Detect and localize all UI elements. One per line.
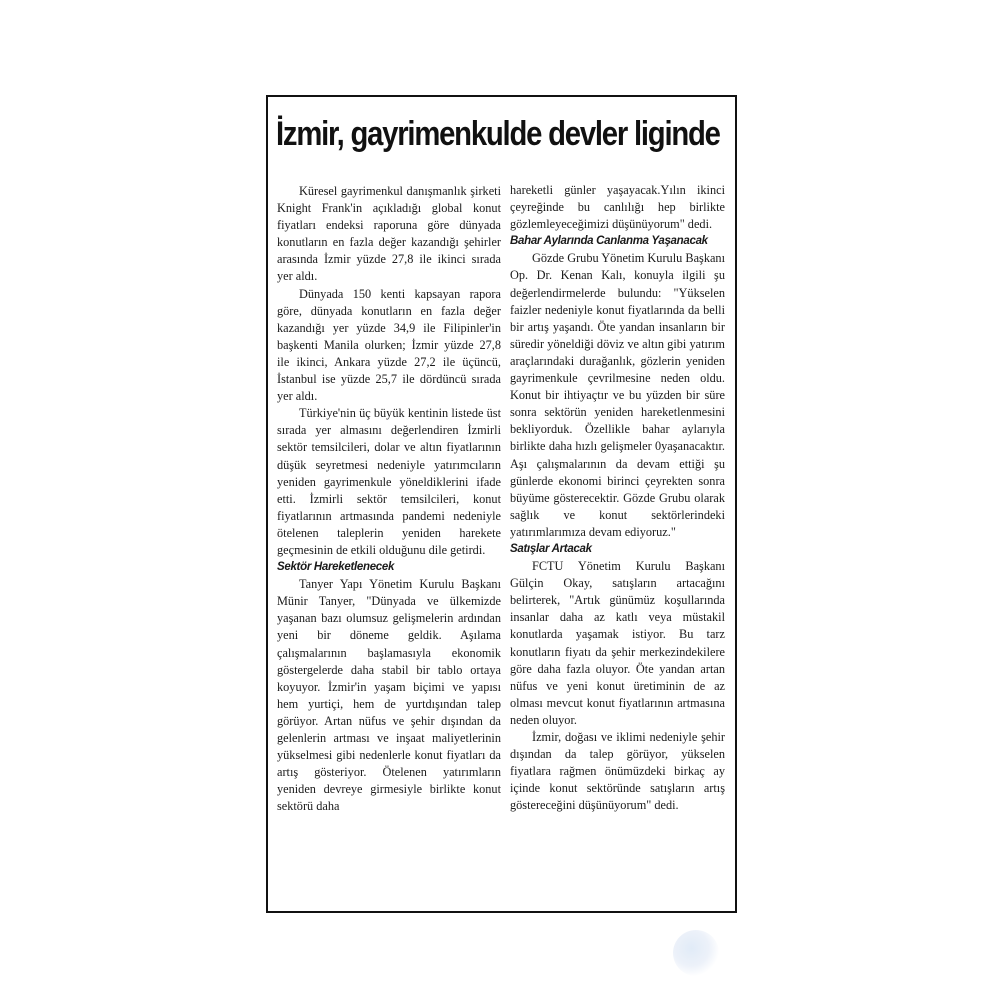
article-column-right [510,182,725,814]
paragraph: Küresel gayrimenkul danışmanlık şirketi Knight Frank'in açıkladığı global konut fiyatları endeksi raporuna göre dünyada konutların en fazla değer kazandığı şehirler arasında İzmir yüzde 27,8 ile ikinci sırada yer aldı. [277,184,501,284]
news-clipping [266,95,737,913]
paragraph: Türkiye'nin üç büyük kentinin listede üst sırada yer almasını değerlendiren İzmirli sektör temsilcileri, dolar ve altın fiyatlarının düşük seyretmesi nedeniyle yatırımcıların yeniden gayrimenkule yöneldiklerini ifade etti. İzmirli sektör temsilcileri, konut fiyatlarının artmasında pandemi nedeniyle ötelenen taleplerin yeniden hareketе geçmesinin de etkili olduğunu dile getirdi. [277,406,501,557]
paragraph: Tanyer Yapı Yönetim Kurulu Başkanı Münir Tanyer, "Dünyada ve ülkemizde yaşanan bazı olumsuz gelişmelerin ardından yeni bir döneme geldik. Aşılama çalışmalarının başlamasıyla ekonomik göstergelerde daha stabil bir tablo ortaya koyuyor. İzmir'in yaşam biçimi ve yapısı hem yurtiçi, hem de yurtdışından talep görüyor. Artan nüfus ve şehir dışından da gelenlerin artması ve inşaat maliyetlerinin yükselmesi gibi nedenlerle konut fiyatları da artış gösteriyor. Ötelenen yatırımların yeniden devreye girmesiyle birlikte konut sektörü daha [277,577,501,814]
article-column-left [277,183,501,815]
paragraph: FCTU Yönetim Kurulu Başkanı Gülçin Okay, satışların artacağını belirterek, "Artık günümüz koşullarında insanlar daha az katlı veya müstakil konutlarda yaşamak istiyor. Bu tarz konutların fiyatı da şehir merkezindekilere göre daha fazla oluyor. Öte yandan artan nüfus ve yeni konut üretiminin de az olması mevcut konut fiyatlarının artmasına neden oluyor. [510,559,725,727]
subheading: Bahar Aylarında Canlanma Yaşanacak [510,235,708,248]
paragraph: hareketli günler yaşayacak.Yılın ikinci çeyreğinde bu canlılığı hep birlikte gözlemleyeceğimizi düşünüyorum" dedi. [510,183,725,232]
headline: İzmir, gayrimenkulde devler liginde [276,115,720,153]
subheading: Sektör Hareketlenecek [277,561,395,574]
watermark-logo [673,930,719,976]
paragraph: Gözde Grubu Yönetim Kurulu Başkanı Op. Dr. Kenan Kalı, konuyla ilgili şu değerlendirmelerde bulundu: "Yükselen faizler nedeniyle konut fiyatlarında da belli bir artış yaşandı. Öte yandan insanların bir süredir yöneldiği döviz ve altın gibi yatırım araçlarındaki durağanlık, gözlerin yeniden gayrimenkule çevrilmesine neden oldu. Konut bir ihtiyaçtır ve bu yüzden bir süre sonra sektörün yeniden hareketlenmesini bekliyorduk. Özellikle bahar aylarıyla birlikte daha hızlı gelişmeler 0yaşanacaktır. Aşı çalışmalarının da devam ettiği şu günlerde ekonomi birinci çeyrekten sonra büyüme gösterecektir. Gözde Grubu olarak sağlık ve konut sektörlerindeki yatırımlarımıza devam ediyoruz." [510,251,725,539]
paragraph: İzmir, doğası ve iklimi nedeniyle şehir dışından da talep görüyor, yükselen fiyatlara rağmen önümüzdeki birkaç ay içinde konut sektöründe satışların artış göstereceğini düşünüyorum" dedi. [510,730,725,813]
paragraph: Dünyada 150 kenti kapsayan rapora göre, dünyada konutların en fazla değer kazandığı yer yüzde 34,9 ile Filipinler'in başkenti Manila olurken; İzmir yüzde 27,8 ile ikinci, Ankara yüzde 27,2 ile üçüncü, İstanbul ise yüzde 25,7 ile dördüncü sırada yer aldı. [277,286,501,404]
subheading: Satışlar Artacak [510,542,592,555]
